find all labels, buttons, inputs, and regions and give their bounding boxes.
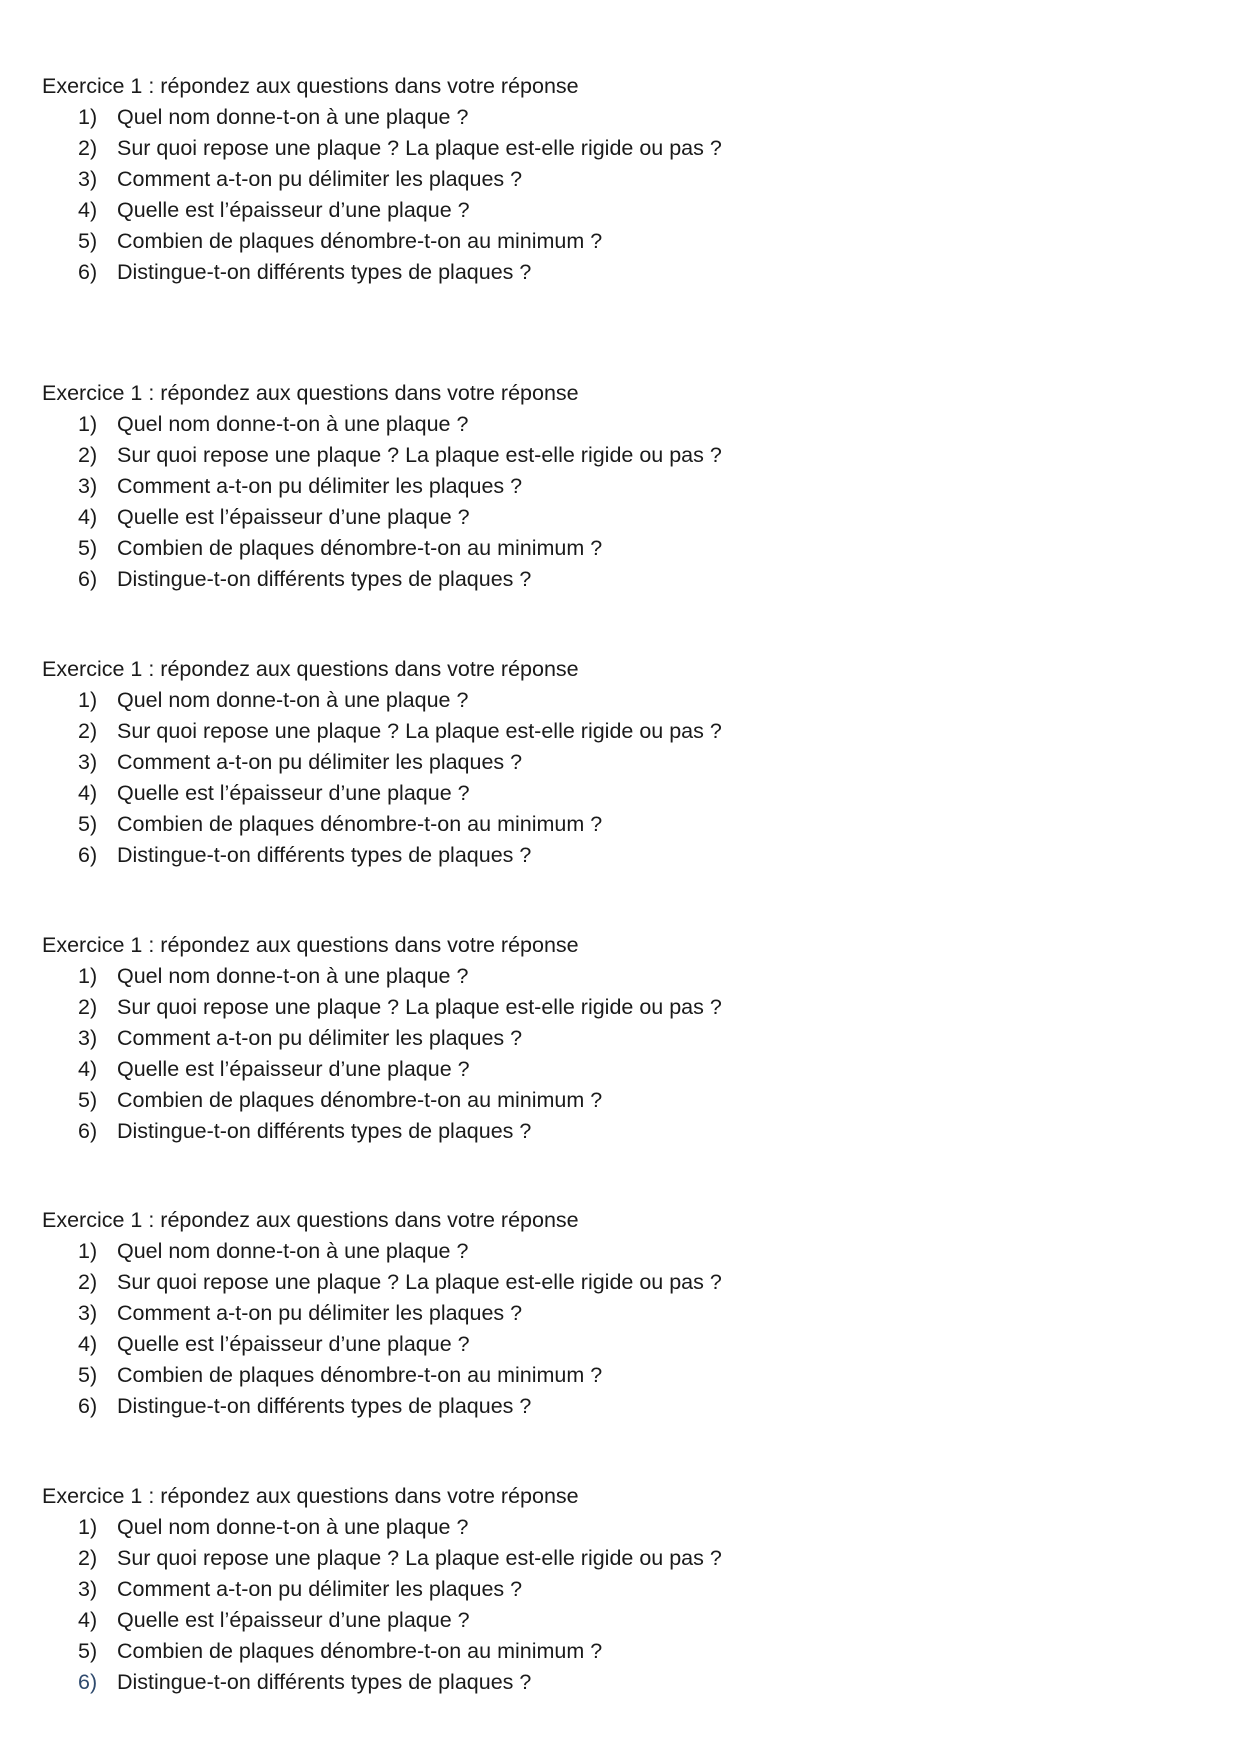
question-text: Sur quoi repose une plaque ? La plaque est-elle rigide ou pas ? — [117, 1270, 722, 1294]
question-number: 2) — [78, 719, 98, 743]
question-item — [42, 226, 942, 257]
question-item — [42, 1085, 942, 1116]
question-number: 6) — [78, 260, 98, 284]
question-item — [42, 164, 942, 195]
question-number: 4) — [78, 1332, 98, 1356]
question-number: 5) — [78, 812, 98, 836]
question-item — [42, 840, 942, 871]
question-list — [42, 1236, 942, 1422]
question-text: Quelle est l’épaisseur d’une plaque ? — [117, 1608, 470, 1632]
question-item — [42, 102, 942, 133]
question-item — [42, 533, 942, 564]
question-number: 5) — [78, 229, 98, 253]
question-item — [42, 502, 942, 533]
question-text: Quel nom donne-t-on à une plaque ? — [117, 105, 469, 129]
question-text: Combien de plaques dénombre-t-on au minimum ? — [117, 536, 603, 560]
question-number: 6) — [78, 1119, 98, 1143]
question-list — [42, 1512, 942, 1698]
exercise-block — [42, 71, 942, 288]
exercise-block — [42, 930, 942, 1147]
question-number: 5) — [78, 1088, 98, 1112]
question-number: 3) — [78, 474, 98, 498]
exercise-title: Exercice 1 : répondez aux questions dans votre réponse — [42, 381, 579, 405]
question-number: 2) — [78, 136, 98, 160]
question-text: Sur quoi repose une plaque ? La plaque est-elle rigide ou pas ? — [117, 443, 722, 467]
question-text: Distingue-t-on différents types de plaques ? — [117, 260, 532, 284]
question-number: 1) — [78, 964, 98, 988]
question-text: Comment a-t-on pu délimiter les plaques ? — [117, 1026, 523, 1050]
exercise-block — [42, 654, 942, 871]
question-text: Quel nom donne-t-on à une plaque ? — [117, 1515, 469, 1539]
question-number: 2) — [78, 995, 98, 1019]
question-item — [42, 440, 942, 471]
question-item — [42, 1360, 942, 1391]
question-number: 4) — [78, 1057, 98, 1081]
question-text: Combien de plaques dénombre-t-on au minimum ? — [117, 1363, 603, 1387]
question-number: 3) — [78, 1301, 98, 1325]
question-number: 6) — [78, 1394, 98, 1418]
question-list — [42, 102, 942, 288]
question-item — [42, 1391, 942, 1422]
question-text: Comment a-t-on pu délimiter les plaques ? — [117, 750, 523, 774]
question-text: Combien de plaques dénombre-t-on au minimum ? — [117, 1639, 603, 1663]
question-number: 1) — [78, 105, 98, 129]
question-item — [42, 1116, 942, 1147]
question-item — [42, 778, 942, 809]
question-number: 6) — [78, 1670, 98, 1694]
question-number: 2) — [78, 1270, 98, 1294]
question-item — [42, 409, 942, 440]
question-list — [42, 409, 942, 595]
exercise-title: Exercice 1 : répondez aux questions dans votre réponse — [42, 74, 579, 98]
question-text: Sur quoi repose une plaque ? La plaque est-elle rigide ou pas ? — [117, 1546, 722, 1570]
question-text: Distingue-t-on différents types de plaques ? — [117, 1119, 532, 1143]
question-number: 6) — [78, 567, 98, 591]
question-text: Quelle est l’épaisseur d’une plaque ? — [117, 198, 470, 222]
question-number: 3) — [78, 1577, 98, 1601]
question-text: Combien de plaques dénombre-t-on au minimum ? — [117, 812, 603, 836]
question-item — [42, 133, 942, 164]
question-text: Quel nom donne-t-on à une plaque ? — [117, 688, 469, 712]
question-number: 5) — [78, 536, 98, 560]
question-number: 6) — [78, 843, 98, 867]
question-text: Sur quoi repose une plaque ? La plaque est-elle rigide ou pas ? — [117, 719, 722, 743]
question-text: Quelle est l’épaisseur d’une plaque ? — [117, 1057, 470, 1081]
question-item — [42, 1512, 942, 1543]
question-item — [42, 961, 942, 992]
question-item — [42, 1605, 942, 1636]
question-item — [42, 1574, 942, 1605]
exercise-title: Exercice 1 : répondez aux questions dans votre réponse — [42, 933, 579, 957]
question-text: Comment a-t-on pu délimiter les plaques ? — [117, 1301, 523, 1325]
question-item — [42, 1543, 942, 1574]
question-item — [42, 809, 942, 840]
question-item — [42, 257, 942, 288]
question-text: Comment a-t-on pu délimiter les plaques ? — [117, 474, 523, 498]
exercise-block — [42, 378, 942, 595]
question-text: Combien de plaques dénombre-t-on au minimum ? — [117, 229, 603, 253]
question-text: Quelle est l’épaisseur d’une plaque ? — [117, 781, 470, 805]
question-number: 2) — [78, 1546, 98, 1570]
question-text: Distingue-t-on différents types de plaques ? — [117, 1394, 532, 1418]
question-item — [42, 564, 942, 595]
question-number: 2) — [78, 443, 98, 467]
question-text: Distingue-t-on différents types de plaques ? — [117, 567, 532, 591]
question-number: 1) — [78, 1515, 98, 1539]
question-number: 4) — [78, 198, 98, 222]
question-number: 3) — [78, 1026, 98, 1050]
question-number: 4) — [78, 1608, 98, 1632]
question-text: Sur quoi repose une plaque ? La plaque est-elle rigide ou pas ? — [117, 995, 722, 1019]
question-number: 4) — [78, 781, 98, 805]
question-item — [42, 1267, 942, 1298]
question-number: 5) — [78, 1639, 98, 1663]
question-item — [42, 1298, 942, 1329]
question-text: Sur quoi repose une plaque ? La plaque est-elle rigide ou pas ? — [117, 136, 722, 160]
question-item — [42, 471, 942, 502]
question-number: 1) — [78, 1239, 98, 1263]
question-list — [42, 685, 942, 871]
question-text: Quelle est l’épaisseur d’une plaque ? — [117, 1332, 470, 1356]
question-number: 1) — [78, 688, 98, 712]
question-number: 5) — [78, 1363, 98, 1387]
question-item — [42, 1236, 942, 1267]
question-list — [42, 961, 942, 1147]
question-text: Quelle est l’épaisseur d’une plaque ? — [117, 505, 470, 529]
exercise-title: Exercice 1 : répondez aux questions dans votre réponse — [42, 1208, 579, 1232]
question-number: 3) — [78, 167, 98, 191]
question-text: Distingue-t-on différents types de plaques ? — [117, 843, 532, 867]
exercise-block — [42, 1481, 942, 1698]
question-item — [42, 1329, 942, 1360]
question-item — [42, 1023, 942, 1054]
exercise-block — [42, 1205, 942, 1422]
question-text: Comment a-t-on pu délimiter les plaques ? — [117, 167, 523, 191]
exercise-title: Exercice 1 : répondez aux questions dans votre réponse — [42, 657, 579, 681]
question-number: 4) — [78, 505, 98, 529]
question-item — [42, 195, 942, 226]
question-number: 1) — [78, 412, 98, 436]
question-item — [42, 747, 942, 778]
question-item — [42, 1667, 942, 1698]
exercise-title: Exercice 1 : répondez aux questions dans votre réponse — [42, 1484, 579, 1508]
question-number: 3) — [78, 750, 98, 774]
question-text: Combien de plaques dénombre-t-on au minimum ? — [117, 1088, 603, 1112]
question-text: Quel nom donne-t-on à une plaque ? — [117, 1239, 469, 1263]
question-item — [42, 716, 942, 747]
question-item — [42, 685, 942, 716]
question-item — [42, 992, 942, 1023]
question-text: Comment a-t-on pu délimiter les plaques ? — [117, 1577, 523, 1601]
question-text: Distingue-t-on différents types de plaques ? — [117, 1670, 532, 1694]
question-text: Quel nom donne-t-on à une plaque ? — [117, 412, 469, 436]
question-item — [42, 1636, 942, 1667]
question-item — [42, 1054, 942, 1085]
question-text: Quel nom donne-t-on à une plaque ? — [117, 964, 469, 988]
